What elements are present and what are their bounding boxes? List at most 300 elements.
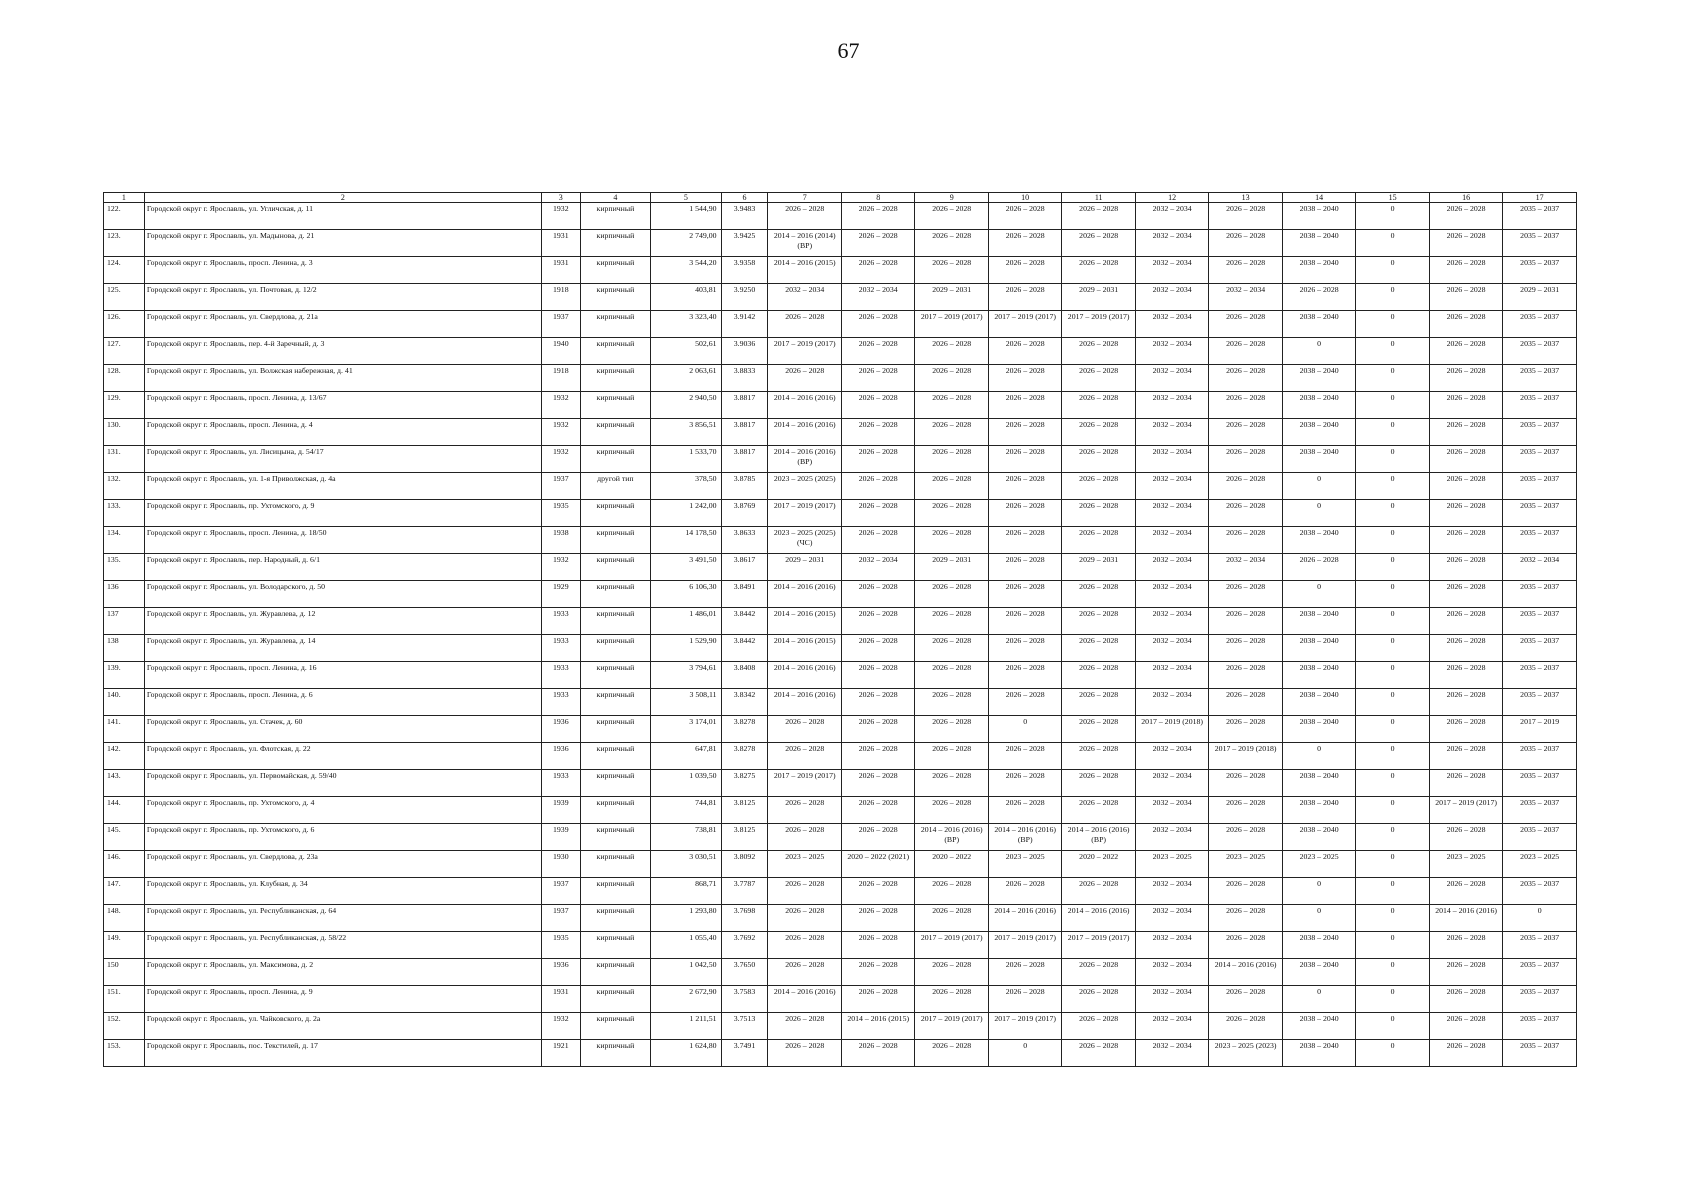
- table-cell-col-13: 2026 – 2028: [1209, 716, 1282, 743]
- table-cell-col-1: 147.: [104, 878, 145, 905]
- table-cell-col-8: 2026 – 2028: [841, 689, 914, 716]
- table-cell-col-17: 2035 – 2037: [1503, 743, 1577, 770]
- table-cell-col-2: Городской округ г. Ярославль, ул. Свердлова, д. 21а: [144, 311, 541, 338]
- table-cell-col-8: 2026 – 2028: [841, 527, 914, 554]
- table-cell-col-3: 1931: [541, 986, 580, 1013]
- table-cell-col-5: 744,81: [651, 797, 721, 824]
- table-cell-col-16: 2026 – 2028: [1429, 365, 1502, 392]
- table-cell-col-10: 0: [988, 716, 1061, 743]
- table-cell-col-11: 2026 – 2028: [1062, 1013, 1135, 1040]
- table-cell-col-2: Городской округ г. Ярославль, просп. Ленина, д. 16: [144, 662, 541, 689]
- table-cell-col-1: 135.: [104, 554, 145, 581]
- table-cell-col-16: 2026 – 2028: [1429, 608, 1502, 635]
- table-cell-col-2: Городской округ г. Ярославль, ул. Максимова, д. 2: [144, 959, 541, 986]
- table-cell-col-15: 0: [1356, 878, 1429, 905]
- page-number: 67: [837, 38, 860, 63]
- table-row: [104, 527, 1577, 554]
- table-row: [104, 365, 1577, 392]
- table-cell-col-5: 3 856,51: [651, 419, 721, 446]
- table-cell-col-2: Городской округ г. Ярославль, ул. Стачек, д. 60: [144, 716, 541, 743]
- table-cell-col-15: 0: [1356, 581, 1429, 608]
- column-header-2: 2: [144, 193, 541, 203]
- table-cell-col-3: 1933: [541, 770, 580, 797]
- table-cell-col-2: Городской округ г. Ярославль, ул. Журавлева, д. 12: [144, 608, 541, 635]
- table-cell-col-6: 3.9036: [721, 338, 768, 365]
- table-cell-col-9: 2026 – 2028: [915, 905, 988, 932]
- table-cell-col-17: 2035 – 2037: [1503, 770, 1577, 797]
- table-row: [104, 1040, 1577, 1067]
- table-cell-col-8: 2026 – 2028: [841, 716, 914, 743]
- table-row: [104, 959, 1577, 986]
- table-cell-col-13: 2026 – 2028: [1209, 797, 1282, 824]
- table-cell-col-15: 0: [1356, 311, 1429, 338]
- table-cell-col-17: 2035 – 2037: [1503, 365, 1577, 392]
- table-cell-col-7: 2014 – 2016 (2016): [768, 392, 841, 419]
- column-header-11: 11: [1062, 193, 1135, 203]
- table-cell-col-17: 2035 – 2037: [1503, 662, 1577, 689]
- table-cell-col-15: 0: [1356, 419, 1429, 446]
- table-cell-col-2: Городской округ г. Ярославль, ул. Угличская, д. 11: [144, 203, 541, 230]
- table-cell-col-9: 2026 – 2028: [915, 446, 988, 473]
- column-header-7: 7: [768, 193, 841, 203]
- table-cell-col-6: 3.8769: [721, 500, 768, 527]
- table-cell-col-4: кирпичный: [580, 851, 650, 878]
- table-cell-col-9: 2026 – 2028: [915, 797, 988, 824]
- table-cell-col-1: 123.: [104, 230, 145, 257]
- table-cell-col-4: кирпичный: [580, 959, 650, 986]
- table-cell-col-8: 2032 – 2034: [841, 554, 914, 581]
- table-cell-col-2: Городской округ г. Ярославль, пр. Ухтомского, д. 9: [144, 500, 541, 527]
- table-cell-col-17: 2035 – 2037: [1503, 878, 1577, 905]
- table-cell-col-10: 2026 – 2028: [988, 392, 1061, 419]
- table-cell-col-6: 3.9142: [721, 311, 768, 338]
- table-cell-col-7: 2017 – 2019 (2017): [768, 770, 841, 797]
- table-cell-col-17: 2032 – 2034: [1503, 554, 1577, 581]
- table-cell-col-10: 2026 – 2028: [988, 230, 1061, 257]
- table-cell-col-11: 2026 – 2028: [1062, 527, 1135, 554]
- table-cell-col-16: 2026 – 2028: [1429, 419, 1502, 446]
- table-cell-col-4: кирпичный: [580, 419, 650, 446]
- table-cell-col-14: 2038 – 2040: [1282, 257, 1355, 284]
- table-cell-col-2: Городской округ г. Ярославль, пос. Текстилей, д. 17: [144, 1040, 541, 1067]
- column-header-13: 13: [1209, 193, 1282, 203]
- table-row: [104, 743, 1577, 770]
- table-cell-col-7: 2014 – 2016 (2015): [768, 635, 841, 662]
- table-cell-col-12: 2032 – 2034: [1135, 581, 1208, 608]
- table-cell-col-1: 129.: [104, 392, 145, 419]
- table-cell-col-7: 2026 – 2028: [768, 1013, 841, 1040]
- table-cell-col-7: 2026 – 2028: [768, 878, 841, 905]
- table-cell-col-15: 0: [1356, 716, 1429, 743]
- table-cell-col-10: 2014 – 2016 (2016): [988, 905, 1061, 932]
- table-cell-col-17: 2035 – 2037: [1503, 1013, 1577, 1040]
- table-cell-col-9: 2014 – 2016 (2016) (ВР): [915, 824, 988, 851]
- table-cell-col-7: 2017 – 2019 (2017): [768, 500, 841, 527]
- table-cell-col-16: 2026 – 2028: [1429, 257, 1502, 284]
- table-cell-col-3: 1931: [541, 230, 580, 257]
- table-cell-col-1: 145.: [104, 824, 145, 851]
- table-cell-col-10: 2026 – 2028: [988, 878, 1061, 905]
- column-header-16: 16: [1429, 193, 1502, 203]
- column-header-1: 1: [104, 193, 145, 203]
- table-cell-col-2: Городской округ г. Ярославль, просп. Ленина, д. 13/67: [144, 392, 541, 419]
- table-cell-col-15: 0: [1356, 284, 1429, 311]
- table-cell-col-15: 0: [1356, 770, 1429, 797]
- table-cell-col-1: 130.: [104, 419, 145, 446]
- table-cell-col-12: 2017 – 2019 (2018): [1135, 716, 1208, 743]
- table-cell-col-7: 2026 – 2028: [768, 716, 841, 743]
- table-cell-col-6: 3.8125: [721, 824, 768, 851]
- table-row: [104, 581, 1577, 608]
- table-cell-col-15: 0: [1356, 230, 1429, 257]
- table-cell-col-9: 2026 – 2028: [915, 1040, 988, 1067]
- table-cell-col-6: 3.7650: [721, 959, 768, 986]
- table-cell-col-15: 0: [1356, 500, 1429, 527]
- table-cell-col-14: 0: [1282, 986, 1355, 1013]
- table-cell-col-16: 2026 – 2028: [1429, 689, 1502, 716]
- table-cell-col-10: 2026 – 2028: [988, 554, 1061, 581]
- table-cell-col-12: 2032 – 2034: [1135, 635, 1208, 662]
- table-cell-col-16: 2026 – 2028: [1429, 473, 1502, 500]
- table-cell-col-12: 2032 – 2034: [1135, 446, 1208, 473]
- table-cell-col-1: 146.: [104, 851, 145, 878]
- table-cell-col-8: 2026 – 2028: [841, 365, 914, 392]
- table-cell-col-14: 2038 – 2040: [1282, 527, 1355, 554]
- table-cell-col-12: 2032 – 2034: [1135, 797, 1208, 824]
- table-row: [104, 257, 1577, 284]
- table-cell-col-13: 2032 – 2034: [1209, 554, 1282, 581]
- table-cell-col-8: 2026 – 2028: [841, 959, 914, 986]
- table-cell-col-16: 2026 – 2028: [1429, 230, 1502, 257]
- table-cell-col-10: 2026 – 2028: [988, 581, 1061, 608]
- table-cell-col-10: 2026 – 2028: [988, 527, 1061, 554]
- table-cell-col-11: 2026 – 2028: [1062, 473, 1135, 500]
- table-cell-col-16: 2026 – 2028: [1429, 635, 1502, 662]
- table-cell-col-11: 2026 – 2028: [1062, 743, 1135, 770]
- table-cell-col-17: 2035 – 2037: [1503, 338, 1577, 365]
- table-cell-col-9: 2026 – 2028: [915, 635, 988, 662]
- table-cell-col-14: 0: [1282, 500, 1355, 527]
- table-cell-col-8: 2032 – 2034: [841, 284, 914, 311]
- table-cell-col-9: 2026 – 2028: [915, 230, 988, 257]
- table-cell-col-10: 2026 – 2028: [988, 797, 1061, 824]
- table-cell-col-16: 2026 – 2028: [1429, 581, 1502, 608]
- table-cell-col-16: 2026 – 2028: [1429, 662, 1502, 689]
- table-cell-col-4: кирпичный: [580, 797, 650, 824]
- table-row: [104, 635, 1577, 662]
- table-cell-col-10: 2026 – 2028: [988, 257, 1061, 284]
- table-cell-col-14: 2038 – 2040: [1282, 1013, 1355, 1040]
- table-cell-col-13: 2026 – 2028: [1209, 311, 1282, 338]
- table-cell-col-7: 2029 – 2031: [768, 554, 841, 581]
- table-cell-col-12: 2032 – 2034: [1135, 824, 1208, 851]
- table-cell-col-6: 3.8125: [721, 797, 768, 824]
- table-cell-col-4: кирпичный: [580, 257, 650, 284]
- table-cell-col-3: 1936: [541, 959, 580, 986]
- table-cell-col-1: 127.: [104, 338, 145, 365]
- table-cell-col-1: 139.: [104, 662, 145, 689]
- table-cell-col-10: 2026 – 2028: [988, 959, 1061, 986]
- table-cell-col-16: 2026 – 2028: [1429, 203, 1502, 230]
- table-cell-col-3: 1931: [541, 257, 580, 284]
- table-cell-col-15: 0: [1356, 824, 1429, 851]
- table-cell-col-2: Городской округ г. Ярославль, ул. Флотская, д. 22: [144, 743, 541, 770]
- table-cell-col-16: 2026 – 2028: [1429, 932, 1502, 959]
- table-cell-col-4: кирпичный: [580, 581, 650, 608]
- table-cell-col-4: кирпичный: [580, 986, 650, 1013]
- table-cell-col-2: Городской округ г. Ярославль, ул. Мадынова, д. 21: [144, 230, 541, 257]
- table-cell-col-8: 2020 – 2022 (2021): [841, 851, 914, 878]
- table-cell-col-1: 153.: [104, 1040, 145, 1067]
- table-cell-col-15: 0: [1356, 1013, 1429, 1040]
- table-cell-col-8: 2026 – 2028: [841, 230, 914, 257]
- table-cell-col-10: 2017 – 2019 (2017): [988, 932, 1061, 959]
- table-cell-col-5: 3 323,40: [651, 311, 721, 338]
- table-cell-col-9: 2017 – 2019 (2017): [915, 311, 988, 338]
- table-cell-col-15: 0: [1356, 338, 1429, 365]
- table-cell-col-13: 2026 – 2028: [1209, 608, 1282, 635]
- table-cell-col-3: 1929: [541, 581, 580, 608]
- table-cell-col-5: 3 491,50: [651, 554, 721, 581]
- table-cell-col-10: 2026 – 2028: [988, 203, 1061, 230]
- table-cell-col-4: кирпичный: [580, 635, 650, 662]
- table-cell-col-12: 2032 – 2034: [1135, 959, 1208, 986]
- table-cell-col-15: 0: [1356, 797, 1429, 824]
- table-cell-col-6: 3.8342: [721, 689, 768, 716]
- table-cell-col-10: 2026 – 2028: [988, 770, 1061, 797]
- table-cell-col-7: 2014 – 2016 (2016): [768, 581, 841, 608]
- table-cell-col-7: 2026 – 2028: [768, 797, 841, 824]
- table-cell-col-12: 2032 – 2034: [1135, 365, 1208, 392]
- table-cell-col-14: 2038 – 2040: [1282, 932, 1355, 959]
- table-cell-col-2: Городской округ г. Ярославль, просп. Ленина, д. 3: [144, 257, 541, 284]
- table-cell-col-3: 1939: [541, 797, 580, 824]
- table-cell-col-12: 2032 – 2034: [1135, 1040, 1208, 1067]
- table-cell-col-10: 2017 – 2019 (2017): [988, 1013, 1061, 1040]
- table-cell-col-3: 1939: [541, 824, 580, 851]
- table-cell-col-9: 2026 – 2028: [915, 500, 988, 527]
- table-cell-col-7: 2026 – 2028: [768, 311, 841, 338]
- table-row: [104, 311, 1577, 338]
- table-cell-col-10: 2026 – 2028: [988, 473, 1061, 500]
- table-cell-col-2: Городской округ г. Ярославль, пр. Ухтомского, д. 6: [144, 824, 541, 851]
- table-cell-col-9: 2026 – 2028: [915, 203, 988, 230]
- table-cell-col-17: 2023 – 2025: [1503, 851, 1577, 878]
- table-cell-col-14: 0: [1282, 743, 1355, 770]
- table-cell-col-16: 2026 – 2028: [1429, 338, 1502, 365]
- table-cell-col-7: 2026 – 2028: [768, 365, 841, 392]
- table-cell-col-15: 0: [1356, 608, 1429, 635]
- table-cell-col-10: 2026 – 2028: [988, 986, 1061, 1013]
- table-cell-col-4: кирпичный: [580, 554, 650, 581]
- table-row: [104, 230, 1577, 257]
- table-cell-col-13: 2026 – 2028: [1209, 473, 1282, 500]
- table-cell-col-1: 131.: [104, 446, 145, 473]
- table-cell-col-16: 2026 – 2028: [1429, 500, 1502, 527]
- table-cell-col-12: 2032 – 2034: [1135, 338, 1208, 365]
- table-cell-col-9: 2026 – 2028: [915, 662, 988, 689]
- table-cell-col-6: 3.8278: [721, 716, 768, 743]
- table-cell-col-17: 2017 – 2019: [1503, 716, 1577, 743]
- table-cell-col-16: 2017 – 2019 (2017): [1429, 797, 1502, 824]
- table-cell-col-9: 2029 – 2031: [915, 554, 988, 581]
- table-cell-col-13: 2026 – 2028: [1209, 446, 1282, 473]
- table-cell-col-5: 3 544,20: [651, 257, 721, 284]
- table-cell-col-12: 2023 – 2025: [1135, 851, 1208, 878]
- table-cell-col-5: 6 106,30: [651, 581, 721, 608]
- table-cell-col-2: Городской округ г. Ярославль, пер. 4-й Заречный, д. 3: [144, 338, 541, 365]
- table-cell-col-5: 2 749,00: [651, 230, 721, 257]
- table-row: [104, 1013, 1577, 1040]
- table-cell-col-15: 0: [1356, 635, 1429, 662]
- table-cell-col-10: 2026 – 2028: [988, 608, 1061, 635]
- table-cell-col-12: 2032 – 2034: [1135, 878, 1208, 905]
- table-cell-col-1: 125.: [104, 284, 145, 311]
- table-row: [104, 932, 1577, 959]
- table-cell-col-8: 2026 – 2028: [841, 446, 914, 473]
- table-cell-col-11: 2020 – 2022: [1062, 851, 1135, 878]
- table-cell-col-1: 124.: [104, 257, 145, 284]
- table-cell-col-7: 2014 – 2016 (2014) (ВР): [768, 230, 841, 257]
- table-cell-col-12: 2032 – 2034: [1135, 473, 1208, 500]
- table-cell-col-14: 2038 – 2040: [1282, 203, 1355, 230]
- table-cell-col-5: 502,61: [651, 338, 721, 365]
- table-cell-col-2: Городской округ г. Ярославль, ул. Республиканская, д. 64: [144, 905, 541, 932]
- table-cell-col-6: 3.9483: [721, 203, 768, 230]
- table-cell-col-14: 2038 – 2040: [1282, 716, 1355, 743]
- table-cell-col-17: 2035 – 2037: [1503, 419, 1577, 446]
- table-cell-col-7: 2026 – 2028: [768, 743, 841, 770]
- table-cell-col-17: 2035 – 2037: [1503, 797, 1577, 824]
- table-cell-col-7: 2017 – 2019 (2017): [768, 338, 841, 365]
- table-cell-col-10: 2026 – 2028: [988, 446, 1061, 473]
- table-cell-col-6: 3.9425: [721, 230, 768, 257]
- table-row: [104, 338, 1577, 365]
- table-cell-col-7: 2026 – 2028: [768, 932, 841, 959]
- table-cell-col-12: 2032 – 2034: [1135, 257, 1208, 284]
- table-cell-col-7: 2026 – 2028: [768, 959, 841, 986]
- table-cell-col-8: 2026 – 2028: [841, 473, 914, 500]
- table-cell-col-3: 1936: [541, 716, 580, 743]
- table-cell-col-4: кирпичный: [580, 905, 650, 932]
- table-cell-col-1: 144.: [104, 797, 145, 824]
- table-cell-col-4: кирпичный: [580, 743, 650, 770]
- table-cell-col-8: 2026 – 2028: [841, 743, 914, 770]
- table-cell-col-11: 2026 – 2028: [1062, 230, 1135, 257]
- table-cell-col-11: 2026 – 2028: [1062, 878, 1135, 905]
- table-cell-col-15: 0: [1356, 1040, 1429, 1067]
- table-cell-col-8: 2026 – 2028: [841, 878, 914, 905]
- column-header-17: 17: [1503, 193, 1577, 203]
- table-cell-col-2: Городской округ г. Ярославль, просп. Ленина, д. 4: [144, 419, 541, 446]
- table-cell-col-5: 1 042,50: [651, 959, 721, 986]
- table-cell-col-5: 2 940,50: [651, 392, 721, 419]
- table-cell-col-8: 2026 – 2028: [841, 770, 914, 797]
- table-cell-col-10: 2026 – 2028: [988, 635, 1061, 662]
- table-cell-col-13: 2026 – 2028: [1209, 986, 1282, 1013]
- table-cell-col-3: 1933: [541, 662, 580, 689]
- table-cell-col-17: 2035 – 2037: [1503, 500, 1577, 527]
- table-cell-col-10: 2026 – 2028: [988, 365, 1061, 392]
- table-cell-col-5: 2 063,61: [651, 365, 721, 392]
- table-cell-col-3: 1933: [541, 689, 580, 716]
- table-row: [104, 905, 1577, 932]
- table-cell-col-17: 2035 – 2037: [1503, 986, 1577, 1013]
- table-cell-col-13: 2023 – 2025: [1209, 851, 1282, 878]
- column-header-6: 6: [721, 193, 768, 203]
- table-cell-col-10: 2026 – 2028: [988, 419, 1061, 446]
- table-cell-col-8: 2026 – 2028: [841, 986, 914, 1013]
- table-cell-col-11: 2026 – 2028: [1062, 959, 1135, 986]
- table-cell-col-9: 2026 – 2028: [915, 527, 988, 554]
- table-cell-col-6: 3.7583: [721, 986, 768, 1013]
- table-cell-col-8: 2026 – 2028: [841, 203, 914, 230]
- table-cell-col-13: 2026 – 2028: [1209, 338, 1282, 365]
- table-cell-col-16: 2014 – 2016 (2016): [1429, 905, 1502, 932]
- table-cell-col-2: Городской округ г. Ярославль, пер. Народный, д. 6/1: [144, 554, 541, 581]
- table-cell-col-7: 2014 – 2016 (2016): [768, 689, 841, 716]
- table-cell-col-4: кирпичный: [580, 527, 650, 554]
- table-cell-col-7: 2032 – 2034: [768, 284, 841, 311]
- table-cell-col-8: 2026 – 2028: [841, 608, 914, 635]
- table-cell-col-9: 2026 – 2028: [915, 716, 988, 743]
- table-cell-col-11: 2026 – 2028: [1062, 770, 1135, 797]
- table-cell-col-14: 2038 – 2040: [1282, 770, 1355, 797]
- table-cell-col-5: 1 529,90: [651, 635, 721, 662]
- table-cell-col-11: 2026 – 2028: [1062, 689, 1135, 716]
- table-cell-col-6: 3.9250: [721, 284, 768, 311]
- table-cell-col-5: 14 178,50: [651, 527, 721, 554]
- table-cell-col-12: 2032 – 2034: [1135, 932, 1208, 959]
- table-header: [104, 193, 1577, 203]
- table-cell-col-14: 2038 – 2040: [1282, 311, 1355, 338]
- table-body: [104, 203, 1577, 1067]
- table-cell-col-17: 2035 – 2037: [1503, 959, 1577, 986]
- table-cell-col-11: 2026 – 2028: [1062, 986, 1135, 1013]
- table-cell-col-14: 2038 – 2040: [1282, 689, 1355, 716]
- table-row: [104, 797, 1577, 824]
- table-cell-col-14: 0: [1282, 905, 1355, 932]
- table-cell-col-17: 2035 – 2037: [1503, 932, 1577, 959]
- table-cell-col-15: 0: [1356, 527, 1429, 554]
- table-cell-col-2: Городской округ г. Ярославль, просп. Ленина, д. 18/50: [144, 527, 541, 554]
- table-cell-col-12: 2032 – 2034: [1135, 905, 1208, 932]
- table-cell-col-17: 2035 – 2037: [1503, 230, 1577, 257]
- table-cell-col-11: 2017 – 2019 (2017): [1062, 932, 1135, 959]
- table-cell-col-3: 1937: [541, 905, 580, 932]
- table-cell-col-5: 1 242,00: [651, 500, 721, 527]
- table-cell-col-11: 2026 – 2028: [1062, 365, 1135, 392]
- table-cell-col-13: 2026 – 2028: [1209, 662, 1282, 689]
- table-cell-col-1: 152.: [104, 1013, 145, 1040]
- table-cell-col-12: 2032 – 2034: [1135, 554, 1208, 581]
- column-header-4: 4: [580, 193, 650, 203]
- table-cell-col-9: 2026 – 2028: [915, 257, 988, 284]
- table-cell-col-6: 3.8408: [721, 662, 768, 689]
- table-cell-col-10: 2026 – 2028: [988, 338, 1061, 365]
- column-header-5: 5: [651, 193, 721, 203]
- table-cell-col-12: 2032 – 2034: [1135, 986, 1208, 1013]
- table-cell-col-12: 2032 – 2034: [1135, 500, 1208, 527]
- table-cell-col-17: 0: [1503, 905, 1577, 932]
- table-cell-col-14: 2038 – 2040: [1282, 392, 1355, 419]
- table-cell-col-6: 3.7698: [721, 905, 768, 932]
- table-cell-col-6: 3.7787: [721, 878, 768, 905]
- table-cell-col-12: 2032 – 2034: [1135, 527, 1208, 554]
- table-cell-col-13: 2026 – 2028: [1209, 932, 1282, 959]
- table-cell-col-16: 2026 – 2028: [1429, 716, 1502, 743]
- table-cell-col-11: 2026 – 2028: [1062, 797, 1135, 824]
